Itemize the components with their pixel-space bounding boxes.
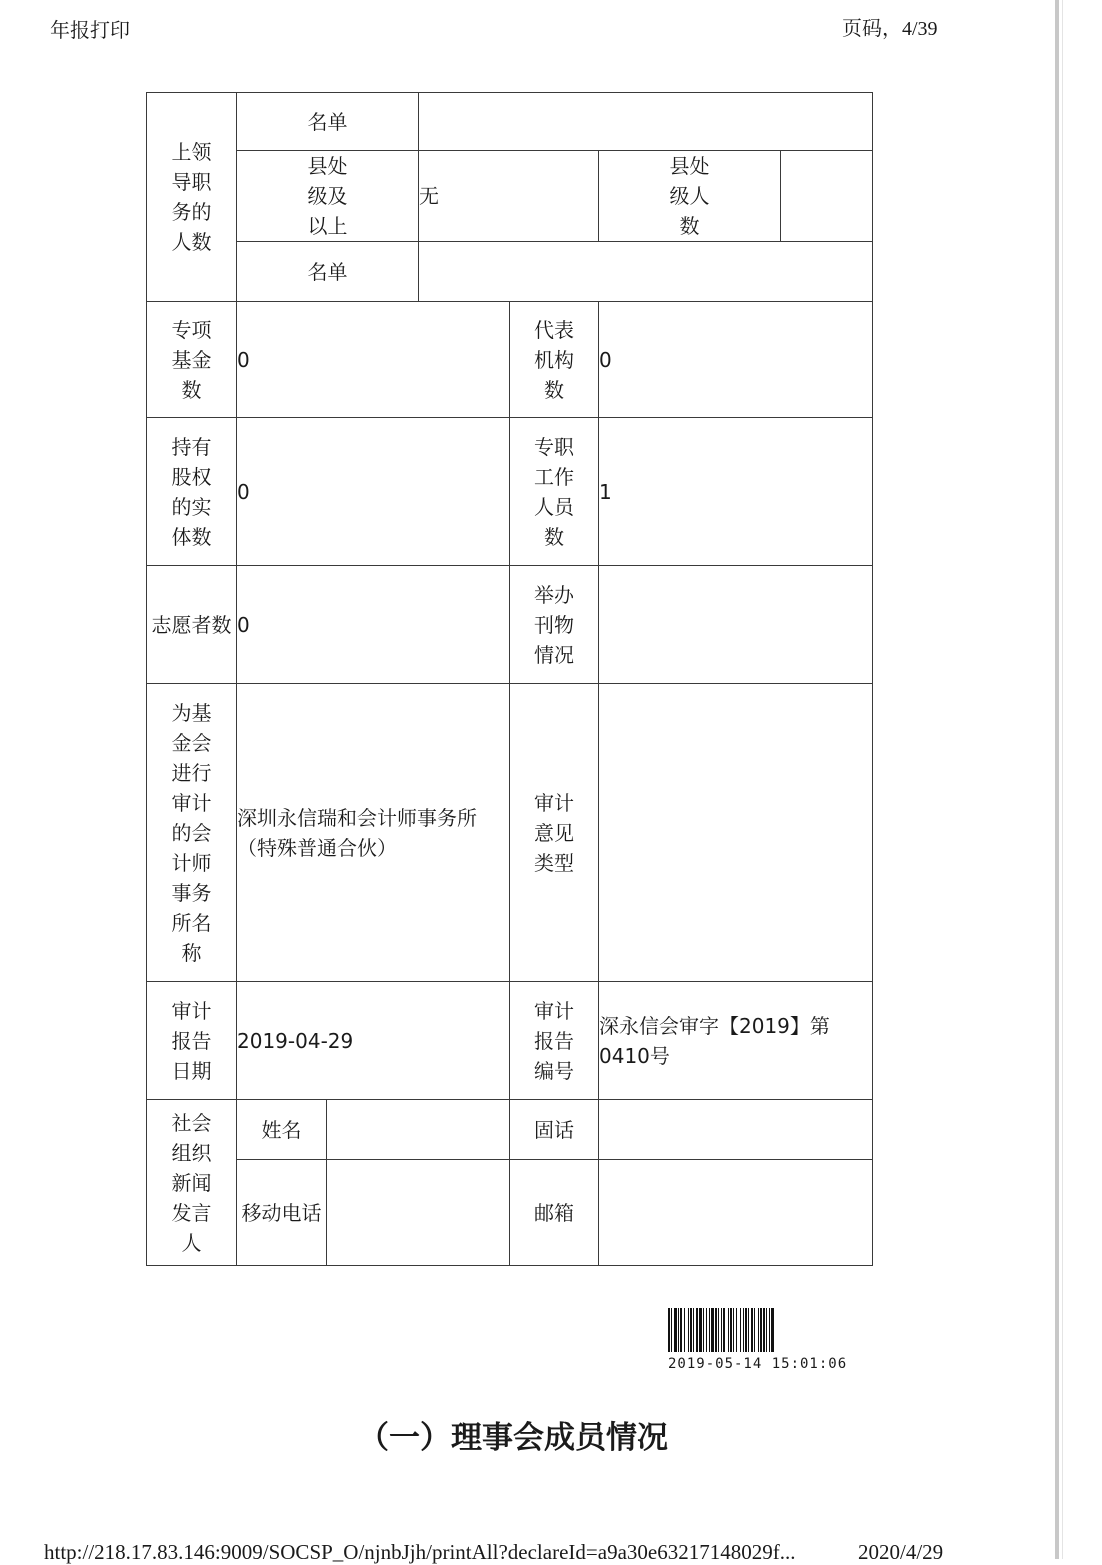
spokesperson-label: 社会组织新闻发言人 [147,1100,237,1266]
email-label: 邮箱 [510,1160,599,1266]
list-label: 名单 [237,93,419,151]
county-level-value: 无 [419,151,599,242]
audit-opinion-value [599,684,873,982]
name-value [327,1100,510,1160]
footer-date: 2020/4/29 [858,1540,944,1564]
audit-firm-label: 为基金会进行审计的会计师事务所名称 [147,684,237,982]
scan-edge-line [1062,0,1063,1559]
report-date-label: 审计报告日期 [147,982,237,1100]
name-label: 姓名 [237,1100,327,1160]
table-row [147,242,873,302]
table-row [147,982,873,1100]
county-level-label: 县处级及以上 [237,151,419,242]
staff-count-value: 1 [599,418,873,566]
table-row [147,1100,873,1160]
report-number-value: 深永信会审字【2019】第0410号 [599,982,873,1100]
header-title: 年报打印 [50,20,130,42]
list-value-2 [419,242,873,302]
table-row [147,418,873,566]
table-row [147,151,873,242]
audit-opinion-label: 审计意见类型 [510,684,599,982]
email-value [599,1160,873,1266]
journal-label: 举办刊物情况 [510,566,599,684]
special-fund-label: 专项基金数 [147,302,237,418]
report-number-label: 审计报告编号 [510,982,599,1100]
table-row [147,302,873,418]
report-date-value: 2019-04-29 [237,982,510,1100]
page-number: 页码，4/39 [842,18,938,40]
mobile-value [327,1160,510,1266]
county-count-label: 县处级人数 [599,151,781,242]
rep-office-label: 代表机构数 [510,302,599,418]
table-row [147,93,873,151]
list-value [419,93,873,151]
barcode-block [668,1308,870,1372]
rep-office-value: 0 [599,302,873,418]
special-fund-value: 0 [237,302,510,418]
journal-value [599,566,873,684]
section-heading: （一）理事会成员情况 [358,1420,668,1456]
annual-report-table [146,92,873,1266]
table-row [147,1160,873,1266]
equity-entity-label: 持有股权的实体数 [147,418,237,566]
equity-entity-value: 0 [237,418,510,566]
landline-label: 固话 [510,1100,599,1160]
county-count-value [781,151,873,242]
staff-count-label: 专职工作人员数 [510,418,599,566]
scan-edge-shadow [1055,0,1059,1559]
barcode-timestamp: 2019-05-14 15:01:06 [668,1356,848,1372]
volunteer-value: 0 [237,566,510,684]
mobile-label: 移动电话 [237,1160,327,1266]
leader-count-label: 上领导职务的人数 [147,93,237,302]
list-label-2: 名单 [237,242,419,302]
barcode [668,1308,870,1352]
landline-value [599,1100,873,1160]
volunteer-label: 志愿者数 [147,566,237,684]
table-row [147,684,873,982]
audit-firm-value: 深圳永信瑞和会计师事务所（特殊普通合伙） [237,684,510,982]
footer-url: http://218.17.83.146:9009/SOCSP_O/njnbJjh/printAll?declareId=a9a30e63217148029f... [44,1540,796,1564]
table-row [147,566,873,684]
